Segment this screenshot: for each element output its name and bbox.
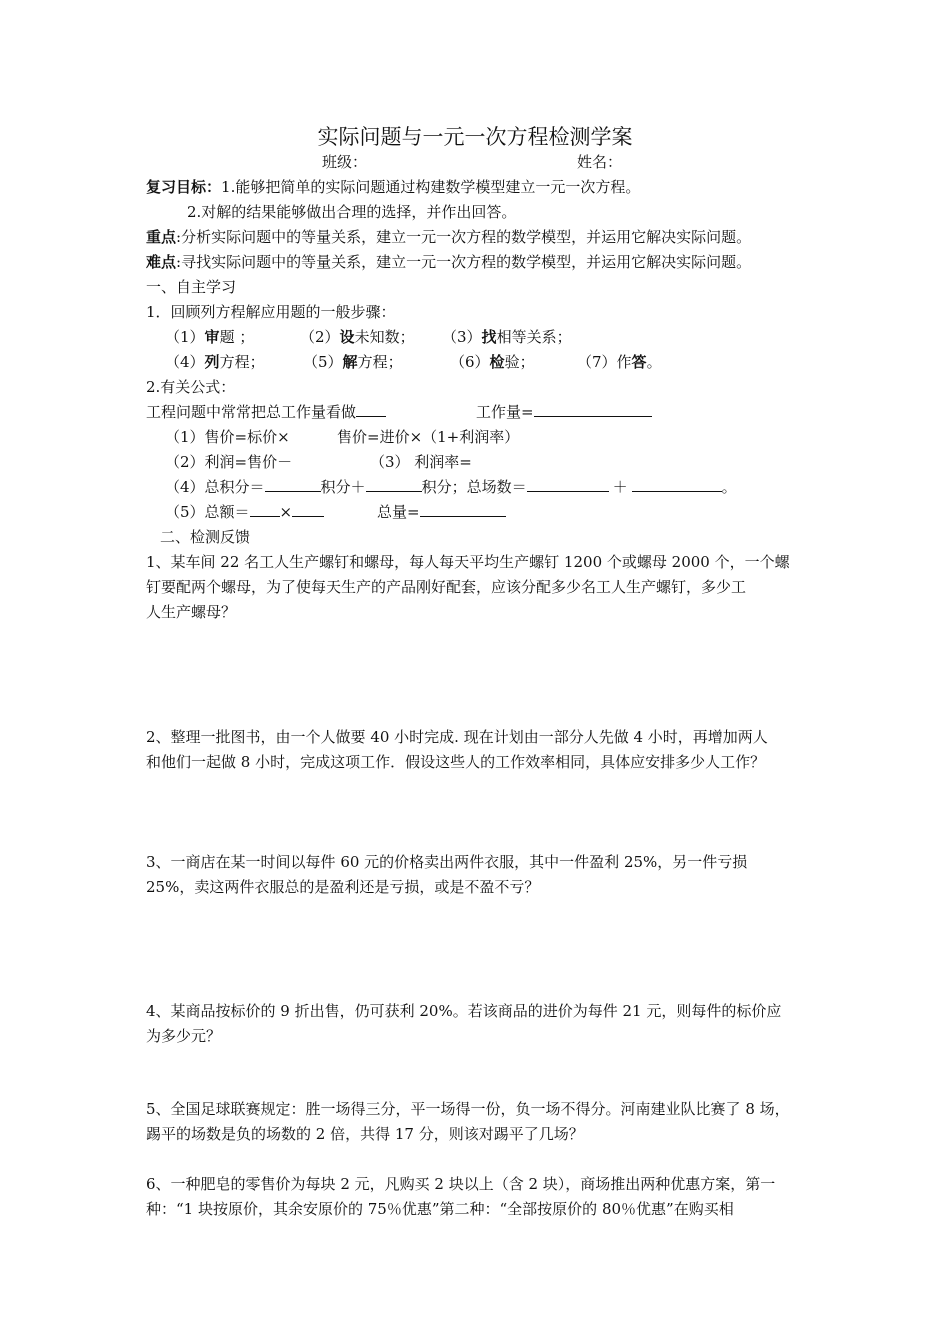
formula-1a: （1）售价=标价× <box>165 428 290 446</box>
difficulty-label: 难点 <box>146 253 177 271</box>
section-heading-2: 二、检测反馈 <box>160 528 251 546</box>
formula-5: （5）总额＝ × <box>165 502 324 522</box>
problem-1-line-1: 1、某车间 22 名工人生产螺钉和螺母，每人每天平均生产螺钉 1200 个或螺母 2000 个，一个螺 <box>146 553 790 571</box>
problem-3-line-1: 3、一商店在某一时间以每件 60 元的价格卖出两件衣服，其中一件盈利 25%，另一件亏损 <box>146 853 748 871</box>
problem-5-line-1: 5、全国足球联赛规定：胜一场得三分，平一场得一份，负一场不得分。河南建业队比赛了 8 场， <box>146 1100 790 1118</box>
problem-2-line-2: 和他们一起做 8 小时，完成这项工作．假设这些人的工作效率相同，具体应安排多少人工作？ <box>146 753 766 771</box>
name-label: 姓名： <box>577 153 623 171</box>
step-6: （6）检验； <box>450 353 535 371</box>
goal-1: 1.能够把简单的实际问题通过构建数学模型建立一元一次方程。 <box>221 178 641 196</box>
formula-work-total: 工程问题中常常把总工作量看做 <box>146 402 386 422</box>
step-5: （5）解方程； <box>303 353 403 371</box>
problem-4-line-2: 为多少元？ <box>146 1027 222 1045</box>
key-point <box>146 227 751 247</box>
problem-5-line-2: 踢平的场数是负的场数的 2 倍，共得 17 分，则该对踢平了几场？ <box>146 1125 584 1143</box>
steps-intro: 1．回顾列方程解应用题的一般步骤： <box>146 303 396 321</box>
problem-1-line-2: 钉要配两个螺母，为了使每天生产的产品刚好配套，应该分配多少名工人生产螺钉，多少工 <box>146 578 747 596</box>
formulas-title: 2.有关公式： <box>146 378 236 396</box>
difficulty <box>146 252 751 272</box>
problem-4-line-1: 4、某商品按标价的 9 折出售，仍可获利 20%。若该商品的进价为每件 21 元，则每件的标价应 <box>146 1002 782 1020</box>
formula-total-quantity: 总量= <box>377 502 506 522</box>
formula-1b: 售价=进价×（1+利润率） <box>337 428 520 446</box>
problem-2-line-1: 2、整理一批图书，由一个人做要 40 小时完成. 现在计划由一部分人先做 4 小时，再增加两人 <box>146 728 768 746</box>
review-goals-colon: ： <box>206 178 222 196</box>
goal-2: 2.对解的结果能够做出合理的选择，并作出回答。 <box>187 203 517 221</box>
review-goals <box>146 177 640 197</box>
key-point-label: 重点 <box>146 228 177 246</box>
key-point-text: :分析实际问题中的等量关系，建立一元一次方程的数学模型，并运用它解决实际问题。 <box>176 228 752 246</box>
page-title: 实际问题与一元一次方程检测学案 <box>317 125 633 149</box>
class-label: 班级： <box>322 153 368 171</box>
formula-work-amount: 工作量= <box>476 402 652 422</box>
step-2: （2）设未知数； <box>300 328 415 346</box>
problem-6-line-1: 6、一种肥皂的零售价为每块 2 元，凡购买 2 块以上（含 2 块），商场推出两种优惠方案，第一 <box>146 1175 776 1193</box>
step-3: （3）找相等关系； <box>442 328 572 346</box>
step-7: （7）作答。 <box>577 353 662 371</box>
problem-6-line-2: 种：“1 块按原价，其余安原价的 75％优惠”第二种：“全部按原价的 80％优惠”在购买相 <box>146 1200 734 1218</box>
step-4: （4）列方程； <box>165 353 265 371</box>
problem-1-line-3: 人生产螺母？ <box>146 603 237 621</box>
problem-3-line-2: 25%，卖这两件衣服总的是盈利还是亏损，或是不盈不亏？ <box>146 878 540 896</box>
formula-4: （4）总积分＝ 积分＋ 积分；总场数＝ ＋ 。 <box>165 478 737 496</box>
formula-3: （3） 利润率= <box>370 453 472 471</box>
review-goals-label: 复习目标 <box>146 178 207 196</box>
difficulty-text: :寻找实际问题中的等量关系，建立一元一次方程的数学模型，并运用它解决实际问题。 <box>176 253 752 271</box>
formula-2: （2）利润=售价－ <box>165 453 293 471</box>
step-1: （1）审题 ； <box>165 328 255 346</box>
section-heading-1: 一、自主学习 <box>146 278 237 296</box>
